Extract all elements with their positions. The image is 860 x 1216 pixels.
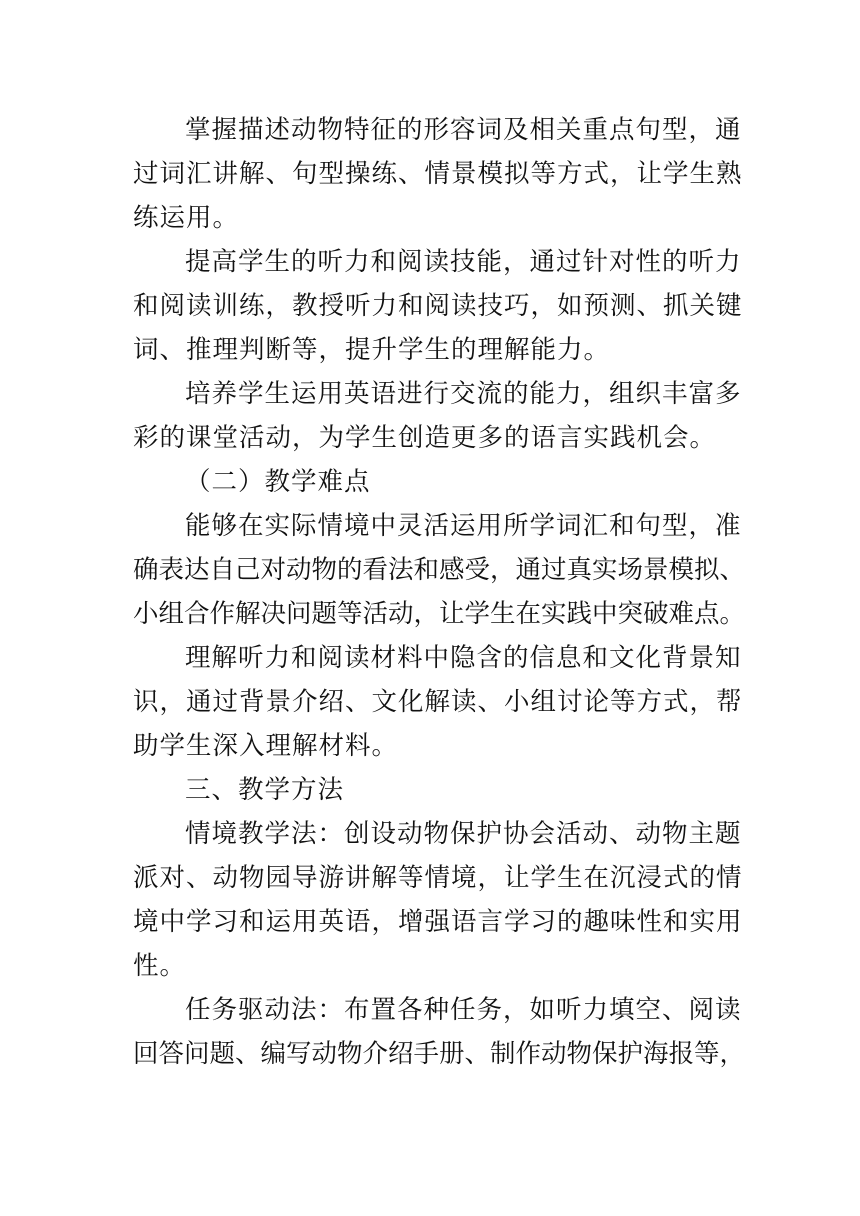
text-line: 境中学习和运用英语，增强语言学习的趣味性和实用 [133, 907, 743, 937]
text-line: 彩的课堂活动，为学生创造更多的语言实践机会。 [133, 423, 717, 453]
heading-line: （二）教学难点 [185, 467, 371, 497]
text-line: 识，通过背景介绍、文化解读、小组讨论等方式，帮 [133, 687, 743, 717]
text-line: 练运用。 [133, 203, 240, 233]
paragraph-key-sentences [133, 108, 743, 240]
text-line: 性。 [133, 951, 187, 981]
text-line: 任务驱动法：布置各种任务，如听力填空、阅读 [185, 995, 742, 1025]
text-line: 掌握描述动物特征的形容词及相关重点句型，通 [185, 115, 742, 145]
text-line: 派对、动物园导游讲解等情境，让学生在沉浸式的情 [133, 863, 743, 893]
paragraph-communication [133, 372, 742, 460]
paragraph-flexible-use [133, 504, 746, 636]
text-line: 能够在实际情境中灵活运用所学词汇和句型，准 [185, 511, 742, 541]
section-heading-methods [133, 768, 731, 812]
text-line: 词、推理判断等，提升学生的理解能力。 [133, 335, 611, 365]
text-line: 培养学生运用英语进行交流的能力，组织丰富多 [185, 379, 742, 409]
paragraph-task-driven [133, 988, 746, 1076]
text-line: 回答问题、编写动物介绍手册、制作动物保护海报等， [133, 1039, 746, 1069]
text-line: 情境教学法：创设动物保护协会活动、动物主题 [185, 819, 742, 849]
paragraph-situational-teaching [133, 812, 743, 988]
section-heading-difficulties [133, 460, 731, 504]
text-line: 小组合作解决问题等活动，让学生在实践中突破难点。 [133, 599, 746, 629]
heading-line: 三、教学方法 [185, 775, 345, 805]
text-line: 和阅读训练，教授听力和阅读技巧，如预测、抓关键 [133, 291, 743, 321]
text-line: 确表达自己对动物的看法和感受，通过真实场景模拟、 [133, 555, 746, 585]
document-body [133, 108, 746, 1076]
text-line: 助学生深入理解材料。 [133, 731, 399, 761]
text-line: 提高学生的听力和阅读技能，通过针对性的听力 [185, 247, 742, 277]
paragraph-listening-reading [133, 240, 743, 372]
paragraph-hidden-info [133, 636, 743, 768]
text-line: 理解听力和阅读材料中隐含的信息和文化背景知 [185, 643, 742, 673]
text-line: 过词汇讲解、句型操练、情景模拟等方式，让学生熟 [133, 159, 743, 189]
